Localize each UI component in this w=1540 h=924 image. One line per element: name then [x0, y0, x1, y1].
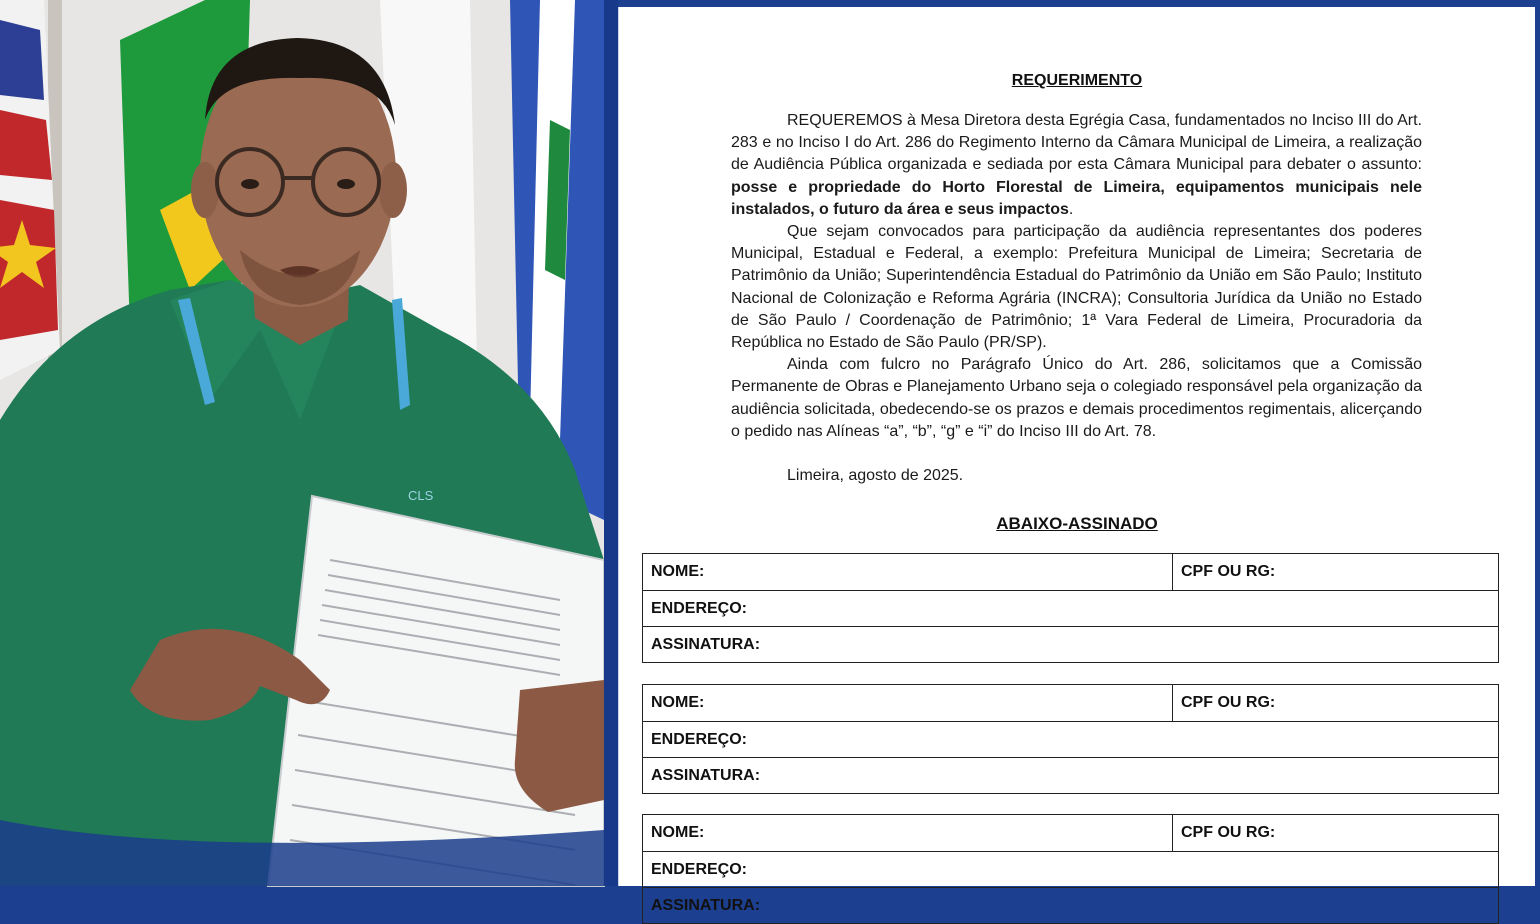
document-date: Limeira, agosto de 2025. — [787, 467, 964, 484]
subject-highlight: posse e propriedade do Horto Florestal de Limeira, equipamentos municipais nele instalados, o futuro da área e seus impactos — [731, 178, 1422, 218]
speaker-illustration — [0, 0, 604, 886]
signature-row-signature — [643, 626, 1498, 662]
paragraph-invitees: Que sejam convocados para participação da audiência representantes dos poderes Municipal, Estadual e Federal, a exemplo: Prefeitura Municipal de Limeira; Secretaria de Patrimônio da União; Superintendência Estadual do Patrimônio da União em São Paulo; Instituto Nacional de Colonização e Reforma Agrária (INCRA); Consultoria Jurídica da União no Estado de São Paulo / Coordenação de Patrimônio; 1ª Vara Federal de Limeira, Procuradoria da República no Estado de São Paulo (PR/SP). — [731, 223, 1422, 352]
signature-row-name — [643, 815, 1498, 851]
speaker-photo — [0, 0, 604, 886]
document-page — [618, 7, 1535, 914]
signature-row-address — [643, 851, 1498, 887]
name-label: NOME: — [643, 554, 1173, 590]
signature-row-address — [643, 590, 1498, 626]
name-label: NOME: — [643, 685, 1173, 721]
name-label: NOME: — [643, 815, 1173, 851]
signature-row-address — [643, 721, 1498, 757]
signature-row-name — [643, 554, 1498, 590]
id-label: CPF OU RG: — [1181, 694, 1276, 711]
document-body — [731, 110, 1422, 443]
signature-section-title: ABAIXO-ASSINADO — [996, 514, 1158, 533]
paragraph-request: REQUEREMOS à Mesa Diretora desta Egrégia Casa, fundamentados no Inciso III do Art. 283 e no Inciso I do Art. 286 do Regimento Interno da Câmara Municipal de Limeira, a realização de Audiência Pública organizada e sediada por esta Câmara Municipal para debater o assunto: posse e propriedade do Horto Florestal de Limeira, equipamentos municipais nele instalados, o futuro da área e seus impactos. — [731, 112, 1422, 218]
signature-row-name — [643, 685, 1498, 721]
address-label: ENDEREÇO: — [651, 730, 748, 748]
signature-label: ASSINATURA: — [651, 635, 761, 653]
signature-label: ASSINATURA: — [651, 766, 761, 784]
address-label: ENDEREÇO: — [651, 860, 748, 878]
address-label: ENDEREÇO: — [651, 599, 748, 617]
signature-row-signature — [643, 757, 1498, 793]
holding-hand — [515, 680, 604, 812]
panel-divider — [604, 0, 618, 886]
signature-block — [642, 684, 1499, 794]
paragraph-commission: Ainda com fulcro no Parágrafo Único do Art. 286, solicitamos que a Comissão Permanente de Obras e Planejamento Urbano seja o colegiado responsável pela organização da audiência solicitada, obedecendo-se os prazos e demais procedimentos regimentais, alicerçando o pedido nas Alíneas “a”, “b”, “g” e “i” do Inciso III do Art. 78. — [731, 356, 1422, 440]
id-label: CPF OU RG: — [1181, 824, 1276, 841]
signature-block — [642, 553, 1499, 663]
signature-row-signature — [643, 887, 1498, 923]
document-title: REQUERIMENTO — [1011, 72, 1143, 89]
signature-block — [642, 814, 1499, 924]
id-label: CPF OU RG: — [1181, 563, 1276, 580]
signature-label: ASSINATURA: — [651, 896, 761, 914]
shirt-logo: CLS — [408, 488, 434, 503]
